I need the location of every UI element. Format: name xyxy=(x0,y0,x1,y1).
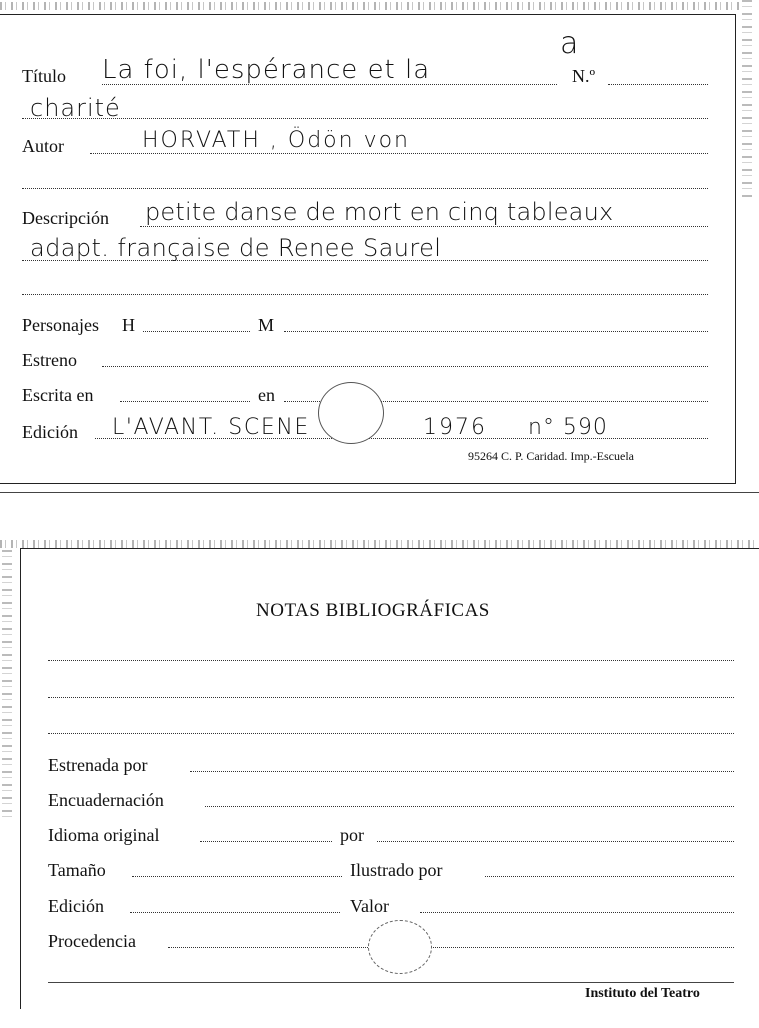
notas-title: NOTAS BIBLIOGRÁFICAS xyxy=(256,600,490,621)
procedencia-line xyxy=(168,947,734,948)
notas-line-3 xyxy=(48,733,734,734)
descripcion-label: Descripción xyxy=(22,208,109,228)
valor-label: Valor xyxy=(350,896,389,916)
procedencia-label: Procedencia xyxy=(48,931,136,951)
titulo-value-2: charité xyxy=(30,94,121,122)
autor-line-2 xyxy=(22,188,708,189)
descripcion-line xyxy=(140,226,708,227)
edicion-label: Edición xyxy=(22,422,78,442)
estrenada-line xyxy=(190,771,734,772)
catalog-card-front xyxy=(0,0,759,495)
numero-mark: a xyxy=(560,26,580,61)
institute-footer: Instituto del Teatro xyxy=(585,986,700,1001)
edicion-year: 1976 xyxy=(423,415,487,440)
edicion2-line xyxy=(130,912,340,913)
tamano-label: Tamaño xyxy=(48,860,106,880)
punch-hole xyxy=(318,382,384,444)
idioma-por-line xyxy=(377,841,734,842)
idioma-label: Idioma original xyxy=(48,825,160,845)
autor-line xyxy=(90,153,708,154)
ilustrado-line xyxy=(485,876,734,877)
personajes-m-line xyxy=(284,331,708,332)
personajes-h-line xyxy=(143,331,250,332)
autor-label: Autor xyxy=(22,136,64,156)
edicion2-label: Edición xyxy=(48,896,104,916)
valor-line xyxy=(420,912,734,913)
catalog-card-back xyxy=(0,530,759,1028)
idioma-line xyxy=(200,841,332,842)
estreno-line xyxy=(102,366,708,367)
scan-noise xyxy=(742,0,752,200)
estreno-label: Estreno xyxy=(22,350,77,370)
escrita-en-label: en xyxy=(258,385,275,405)
scan-noise xyxy=(0,2,740,10)
ilustrado-label: Ilustrado por xyxy=(350,860,443,880)
descripcion-line-3 xyxy=(22,294,708,295)
titulo-value: La foi, l'espérance et la xyxy=(102,55,431,85)
personajes-m-label: M xyxy=(258,315,275,335)
descripcion-value-2: adapt. française de Renee Saurel xyxy=(30,234,442,262)
notas-line-2 xyxy=(48,697,734,698)
card-edge xyxy=(0,492,759,493)
punch-hole xyxy=(368,920,432,974)
estrenada-label: Estrenada por xyxy=(48,755,148,775)
tamano-line xyxy=(132,876,342,877)
printer-mark: 95264 C. P. Caridad. Imp.-Escuela xyxy=(468,449,634,463)
personajes-h-label: H xyxy=(122,315,135,335)
edicion-number: n° 590 xyxy=(528,415,608,440)
autor-value: HORVATH , Ödön von xyxy=(142,128,410,153)
scan-noise xyxy=(0,540,759,548)
numero-line xyxy=(608,84,708,85)
titulo-line-2 xyxy=(22,118,708,119)
encuadernacion-label: Encuadernación xyxy=(48,790,164,810)
escrita-line xyxy=(120,401,250,402)
numero-label: N.º xyxy=(572,66,596,86)
edicion-value: L'AVANT. SCENE xyxy=(112,415,310,440)
scan-noise xyxy=(2,550,12,820)
titulo-label: Título xyxy=(22,66,66,86)
idioma-por-label: por xyxy=(340,825,364,845)
notas-line-1 xyxy=(48,660,734,661)
escrita-label: Escrita en xyxy=(22,385,94,405)
descripcion-value: petite danse de mort en cinq tableaux xyxy=(145,198,614,226)
closing-line xyxy=(48,982,734,983)
encuadernacion-line xyxy=(205,806,734,807)
personajes-label: Personajes xyxy=(22,315,99,335)
